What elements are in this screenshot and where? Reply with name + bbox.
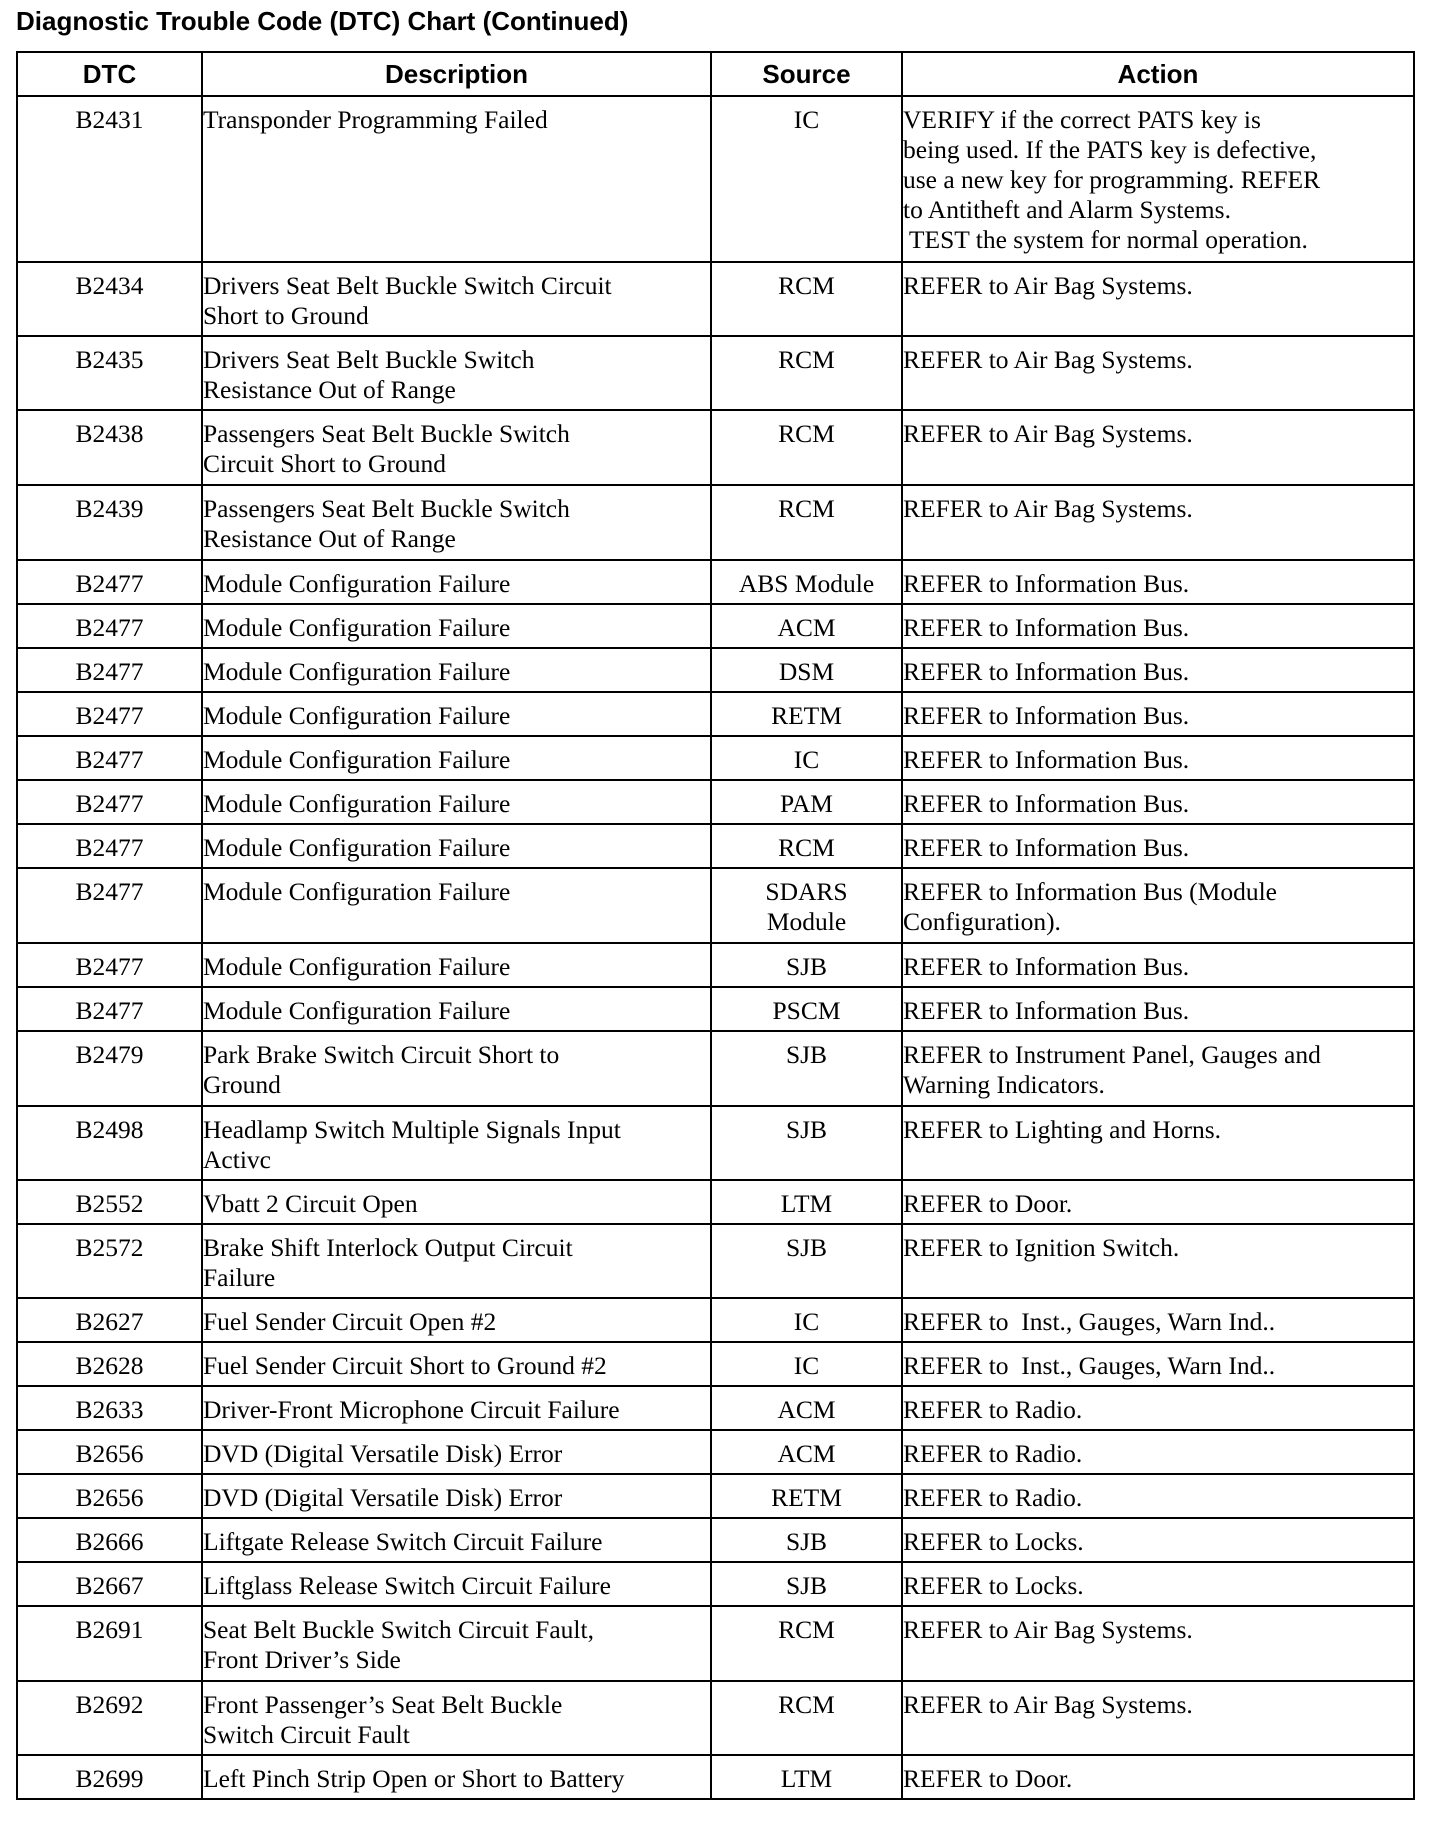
dtc-action-cell — [902, 1386, 1414, 1430]
dtc-action-line: REFER to Door. — [903, 1189, 1073, 1218]
dtc-source-line: DSM — [778, 657, 835, 686]
dtc-action-line: REFER to Locks. — [903, 1571, 1084, 1600]
dtc-code-cell: B2666 — [17, 1518, 202, 1562]
dtc-code-cell: B2477 — [17, 648, 202, 692]
dtc-action-line: being used. If the PATS key is defective, — [903, 135, 1317, 164]
dtc-description-line: Brake Shift Interlock Output Circuit — [203, 1233, 573, 1262]
dtc-description-cell — [202, 1430, 711, 1474]
table-row — [17, 1386, 1414, 1430]
dtc-source-cell — [711, 1106, 902, 1180]
dtc-action-line: VERIFY if the correct PATS key is — [903, 105, 1261, 134]
dtc-source-line: ACM — [777, 1395, 836, 1424]
dtc-action-cell — [902, 262, 1414, 336]
dtc-action-line: REFER to Radio. — [903, 1483, 1083, 1512]
dtc-description-cell — [202, 1031, 711, 1106]
table-row — [17, 648, 1414, 692]
dtc-description-line: Liftglass Release Switch Circuit Failure — [203, 1571, 611, 1600]
dtc-code-cell: B2434 — [17, 262, 202, 336]
table-row — [17, 485, 1414, 560]
dtc-action-cell — [902, 1755, 1414, 1799]
table-row — [17, 262, 1414, 336]
dtc-action-line: REFER to Instrument Panel, Gauges and — [903, 1040, 1321, 1069]
dtc-code-cell: B2691 — [17, 1606, 202, 1681]
dtc-action-line: REFER to Air Bag Systems. — [903, 419, 1193, 448]
table-header-row — [17, 52, 1414, 96]
dtc-action-cell — [902, 648, 1414, 692]
dtc-source-cell — [711, 560, 902, 604]
table-row — [17, 1518, 1414, 1562]
dtc-description-line: Module Configuration Failure — [203, 613, 511, 642]
table-row — [17, 1031, 1414, 1106]
dtc-code-cell: B2477 — [17, 987, 202, 1031]
dtc-action-line: REFER to Information Bus. — [903, 745, 1190, 774]
dtc-description-line: Driver-Front Microphone Circuit Failure — [203, 1395, 620, 1424]
dtc-action-line: REFER to Information Bus. — [903, 569, 1190, 598]
dtc-source-cell — [711, 1342, 902, 1386]
dtc-source-line: RCM — [778, 271, 835, 300]
dtc-action-line: REFER to Radio. — [903, 1395, 1083, 1424]
table-row — [17, 1106, 1414, 1180]
dtc-action-cell — [902, 1342, 1414, 1386]
dtc-description-line: Circuit Short to Ground — [203, 449, 446, 478]
dtc-description-cell — [202, 736, 711, 780]
dtc-source-line: RETM — [771, 1483, 842, 1512]
dtc-description-line: Passengers Seat Belt Buckle Switch — [203, 494, 570, 523]
dtc-description-line: DVD (Digital Versatile Disk) Error — [203, 1483, 563, 1512]
dtc-description-cell — [202, 780, 711, 824]
table-row — [17, 987, 1414, 1031]
column-header-action: Action — [902, 52, 1414, 96]
table-row — [17, 560, 1414, 604]
table-row — [17, 1298, 1414, 1342]
dtc-source-line: RCM — [778, 494, 835, 523]
dtc-description-line: Passengers Seat Belt Buckle Switch — [203, 419, 570, 448]
dtc-source-cell — [711, 262, 902, 336]
dtc-code-cell: B2656 — [17, 1474, 202, 1518]
dtc-action-line: REFER to Information Bus. — [903, 657, 1190, 686]
dtc-code-cell: B2477 — [17, 692, 202, 736]
dtc-source-cell — [711, 1681, 902, 1755]
dtc-description-line: Liftgate Release Switch Circuit Failure — [203, 1527, 603, 1556]
dtc-action-line: use a new key for programming. REFER — [903, 165, 1321, 194]
dtc-action-cell — [902, 336, 1414, 410]
dtc-action-line: REFER to Information Bus (Module — [903, 877, 1277, 906]
dtc-source-cell — [711, 1474, 902, 1518]
dtc-description-cell — [202, 604, 711, 648]
table-row — [17, 1180, 1414, 1224]
table-row — [17, 1606, 1414, 1681]
dtc-source-cell — [711, 410, 902, 485]
dtc-description-line: Drivers Seat Belt Buckle Switch Circuit — [203, 271, 612, 300]
table-row — [17, 96, 1414, 262]
dtc-source-line: IC — [793, 105, 820, 134]
dtc-source-line: PSCM — [772, 996, 841, 1025]
dtc-description-line: Front Driver’s Side — [203, 1645, 401, 1674]
dtc-source-cell — [711, 1755, 902, 1799]
dtc-code-cell: B2656 — [17, 1430, 202, 1474]
dtc-code-cell: B2572 — [17, 1224, 202, 1298]
column-header-description: Description — [202, 52, 711, 96]
table-row — [17, 1681, 1414, 1755]
dtc-action-line: REFER to Information Bus. — [903, 613, 1190, 642]
dtc-description-line: Park Brake Switch Circuit Short to — [203, 1040, 560, 1069]
dtc-description-cell — [202, 336, 711, 410]
dtc-source-cell — [711, 1386, 902, 1430]
dtc-description-cell — [202, 868, 711, 943]
dtc-source-line: RCM — [778, 1615, 835, 1644]
dtc-source-line: LTM — [780, 1764, 833, 1793]
dtc-source-cell — [711, 943, 902, 987]
dtc-description-cell — [202, 987, 711, 1031]
dtc-description-line: Drivers Seat Belt Buckle Switch — [203, 345, 535, 374]
dtc-source-cell — [711, 824, 902, 868]
dtc-action-cell — [902, 943, 1414, 987]
dtc-description-cell — [202, 648, 711, 692]
dtc-description-line: Headlamp Switch Multiple Signals Input — [203, 1115, 621, 1144]
column-header-source: Source — [711, 52, 902, 96]
dtc-action-line: REFER to Door. — [903, 1764, 1073, 1793]
dtc-source-line: PAM — [780, 789, 833, 818]
dtc-source-cell — [711, 780, 902, 824]
dtc-description-cell — [202, 560, 711, 604]
dtc-description-cell — [202, 1298, 711, 1342]
dtc-code-cell: B2552 — [17, 1180, 202, 1224]
dtc-description-line: Activc — [203, 1145, 271, 1174]
dtc-source-line: IC — [793, 1351, 820, 1380]
dtc-source-line: IC — [793, 745, 820, 774]
dtc-description-line: Front Passenger’s Seat Belt Buckle — [203, 1690, 563, 1719]
dtc-action-cell — [902, 1106, 1414, 1180]
dtc-description-cell — [202, 1518, 711, 1562]
dtc-description-cell — [202, 1562, 711, 1606]
dtc-source-line: IC — [793, 1307, 820, 1336]
dtc-code-cell: B2627 — [17, 1298, 202, 1342]
dtc-action-cell — [902, 485, 1414, 560]
dtc-description-line: Fuel Sender Circuit Open #2 — [203, 1307, 497, 1336]
dtc-description-line: Vbatt 2 Circuit Open — [203, 1189, 418, 1218]
dtc-action-cell — [902, 780, 1414, 824]
dtc-source-cell — [711, 1518, 902, 1562]
table-row — [17, 410, 1414, 485]
dtc-action-cell — [902, 736, 1414, 780]
dtc-description-cell — [202, 1342, 711, 1386]
dtc-action-cell — [902, 692, 1414, 736]
dtc-code-cell: B2438 — [17, 410, 202, 485]
dtc-code-cell: B2667 — [17, 1562, 202, 1606]
dtc-description-cell — [202, 1106, 711, 1180]
dtc-action-cell — [902, 1681, 1414, 1755]
dtc-source-cell — [711, 987, 902, 1031]
dtc-action-line: REFER to Information Bus. — [903, 952, 1190, 981]
table-body — [17, 96, 1414, 1799]
dtc-description-cell — [202, 1606, 711, 1681]
dtc-source-line: ACM — [777, 613, 836, 642]
dtc-source-cell — [711, 96, 902, 262]
dtc-description-cell — [202, 1224, 711, 1298]
dtc-source-cell — [711, 604, 902, 648]
dtc-action-line: REFER to Inst., Gauges, Warn Ind.. — [903, 1307, 1276, 1336]
dtc-action-cell — [902, 96, 1414, 262]
dtc-description-line: Short to Ground — [203, 301, 369, 330]
dtc-action-cell — [902, 1518, 1414, 1562]
dtc-source-line: SJB — [785, 1040, 828, 1069]
dtc-action-cell — [902, 1562, 1414, 1606]
dtc-action-line: TEST the system for normal operation. — [903, 225, 1308, 254]
dtc-description-line: Module Configuration Failure — [203, 952, 511, 981]
dtc-action-cell — [902, 1180, 1414, 1224]
table-row — [17, 1224, 1414, 1298]
dtc-code-cell: B2479 — [17, 1031, 202, 1106]
dtc-action-cell — [902, 1606, 1414, 1681]
table-row — [17, 1474, 1414, 1518]
dtc-description-line: Module Configuration Failure — [203, 789, 511, 818]
dtc-action-cell — [902, 560, 1414, 604]
dtc-description-cell — [202, 1755, 711, 1799]
dtc-description-cell — [202, 692, 711, 736]
dtc-source-cell — [711, 1298, 902, 1342]
dtc-action-line: REFER to Ignition Switch. — [903, 1233, 1180, 1262]
table-row — [17, 336, 1414, 410]
dtc-action-cell — [902, 604, 1414, 648]
dtc-action-line: REFER to Air Bag Systems. — [903, 1615, 1193, 1644]
dtc-source-cell — [711, 1430, 902, 1474]
dtc-description-cell — [202, 410, 711, 485]
dtc-source-line: SJB — [785, 1571, 828, 1600]
dtc-action-line: Warning Indicators. — [903, 1070, 1105, 1099]
table-row — [17, 692, 1414, 736]
dtc-description-line: Switch Circuit Fault — [203, 1720, 410, 1749]
dtc-action-cell — [902, 1031, 1414, 1106]
dtc-action-line: to Antitheft and Alarm Systems. — [903, 195, 1231, 224]
dtc-source-cell — [711, 485, 902, 560]
dtc-action-line: REFER to Air Bag Systems. — [903, 1690, 1193, 1719]
table-row — [17, 943, 1414, 987]
dtc-source-cell — [711, 1562, 902, 1606]
dtc-source-cell — [711, 1224, 902, 1298]
dtc-action-line: REFER to Information Bus. — [903, 996, 1190, 1025]
dtc-action-line: REFER to Air Bag Systems. — [903, 345, 1193, 374]
table-row — [17, 604, 1414, 648]
dtc-code-cell: B2477 — [17, 943, 202, 987]
dtc-action-line: REFER to Information Bus. — [903, 833, 1190, 862]
dtc-description-cell — [202, 1180, 711, 1224]
dtc-description-line: Seat Belt Buckle Switch Circuit Fault, — [203, 1615, 594, 1644]
dtc-action-cell — [902, 410, 1414, 485]
dtc-action-line: REFER to Inst., Gauges, Warn Ind.. — [903, 1351, 1276, 1380]
dtc-action-line: REFER to Locks. — [903, 1527, 1084, 1556]
dtc-source-line: RCM — [778, 1690, 835, 1719]
dtc-source-cell — [711, 648, 902, 692]
dtc-description-line: Transponder Programming Failed — [203, 105, 548, 134]
dtc-code-cell: B2477 — [17, 560, 202, 604]
dtc-source-line: SDARS — [765, 877, 848, 906]
dtc-source-line: SJB — [785, 1233, 828, 1262]
dtc-source-line: Module — [766, 907, 847, 936]
dtc-description-cell — [202, 262, 711, 336]
dtc-source-line: ACM — [777, 1439, 836, 1468]
dtc-description-line: Module Configuration Failure — [203, 701, 511, 730]
dtc-source-line: RCM — [778, 345, 835, 374]
dtc-source-cell — [711, 868, 902, 943]
dtc-action-cell — [902, 1474, 1414, 1518]
dtc-description-line: Module Configuration Failure — [203, 657, 511, 686]
dtc-action-line: REFER to Lighting and Horns. — [903, 1115, 1222, 1144]
dtc-description-cell — [202, 485, 711, 560]
dtc-code-cell: B2477 — [17, 824, 202, 868]
table-row — [17, 780, 1414, 824]
dtc-description-line: Module Configuration Failure — [203, 833, 511, 862]
dtc-action-cell — [902, 868, 1414, 943]
dtc-description-line: Module Configuration Failure — [203, 996, 511, 1025]
dtc-action-line: REFER to Information Bus. — [903, 789, 1190, 818]
dtc-source-cell — [711, 1180, 902, 1224]
dtc-code-cell: B2431 — [17, 96, 202, 262]
table-row — [17, 1342, 1414, 1386]
dtc-description-line: DVD (Digital Versatile Disk) Error — [203, 1439, 563, 1468]
dtc-description-line: Left Pinch Strip Open or Short to Battery — [203, 1764, 625, 1793]
dtc-description-line: Resistance Out of Range — [203, 524, 456, 553]
dtc-code-cell: B2633 — [17, 1386, 202, 1430]
dtc-action-line: REFER to Radio. — [903, 1439, 1083, 1468]
dtc-action-cell — [902, 824, 1414, 868]
dtc-source-cell — [711, 736, 902, 780]
dtc-code-cell: B2498 — [17, 1106, 202, 1180]
table-row — [17, 824, 1414, 868]
dtc-source-cell — [711, 1031, 902, 1106]
dtc-source-line: RCM — [778, 833, 835, 862]
dtc-source-cell — [711, 1606, 902, 1681]
dtc-action-line: REFER to Information Bus. — [903, 701, 1190, 730]
dtc-code-cell: B2699 — [17, 1755, 202, 1799]
dtc-action-cell — [902, 987, 1414, 1031]
table-row — [17, 736, 1414, 780]
dtc-description-line: Module Configuration Failure — [203, 877, 511, 906]
table-row — [17, 1562, 1414, 1606]
dtc-source-line: LTM — [780, 1189, 833, 1218]
dtc-description-line: Module Configuration Failure — [203, 569, 511, 598]
table-row — [17, 868, 1414, 943]
dtc-code-cell: B2435 — [17, 336, 202, 410]
dtc-code-cell: B2477 — [17, 868, 202, 943]
dtc-action-cell — [902, 1224, 1414, 1298]
dtc-action-line: Configuration). — [903, 907, 1061, 936]
dtc-source-cell — [711, 692, 902, 736]
dtc-code-cell: B2477 — [17, 780, 202, 824]
dtc-description-line: Ground — [203, 1070, 281, 1099]
dtc-source-line: SJB — [785, 952, 828, 981]
dtc-description-cell — [202, 1474, 711, 1518]
dtc-description-line: Failure — [203, 1263, 276, 1292]
dtc-source-line: RETM — [771, 701, 842, 730]
dtc-source-line: ABS Module — [738, 569, 875, 598]
dtc-action-cell — [902, 1430, 1414, 1474]
dtc-code-cell: B2692 — [17, 1681, 202, 1755]
dtc-code-cell: B2439 — [17, 485, 202, 560]
dtc-description-line: Resistance Out of Range — [203, 375, 456, 404]
dtc-code-cell: B2477 — [17, 736, 202, 780]
table-row — [17, 1755, 1414, 1799]
dtc-description-cell — [202, 1681, 711, 1755]
page-title: Diagnostic Trouble Code (DTC) Chart (Continued) — [16, 6, 629, 36]
dtc-action-cell — [902, 1298, 1414, 1342]
dtc-source-line: RCM — [778, 419, 835, 448]
dtc-action-line: REFER to Air Bag Systems. — [903, 494, 1193, 523]
dtc-table — [16, 51, 1415, 1800]
dtc-description-cell — [202, 1386, 711, 1430]
dtc-description-cell — [202, 943, 711, 987]
dtc-code-cell: B2477 — [17, 604, 202, 648]
column-header-dtc: DTC — [17, 52, 202, 96]
dtc-action-line: REFER to Air Bag Systems. — [903, 271, 1193, 300]
dtc-source-cell — [711, 336, 902, 410]
dtc-description-cell — [202, 96, 711, 262]
dtc-description-cell — [202, 824, 711, 868]
dtc-source-line: SJB — [785, 1527, 828, 1556]
dtc-description-line: Fuel Sender Circuit Short to Ground #2 — [203, 1351, 607, 1380]
dtc-code-cell: B2628 — [17, 1342, 202, 1386]
dtc-description-line: Module Configuration Failure — [203, 745, 511, 774]
dtc-source-line: SJB — [785, 1115, 828, 1144]
table-row — [17, 1430, 1414, 1474]
